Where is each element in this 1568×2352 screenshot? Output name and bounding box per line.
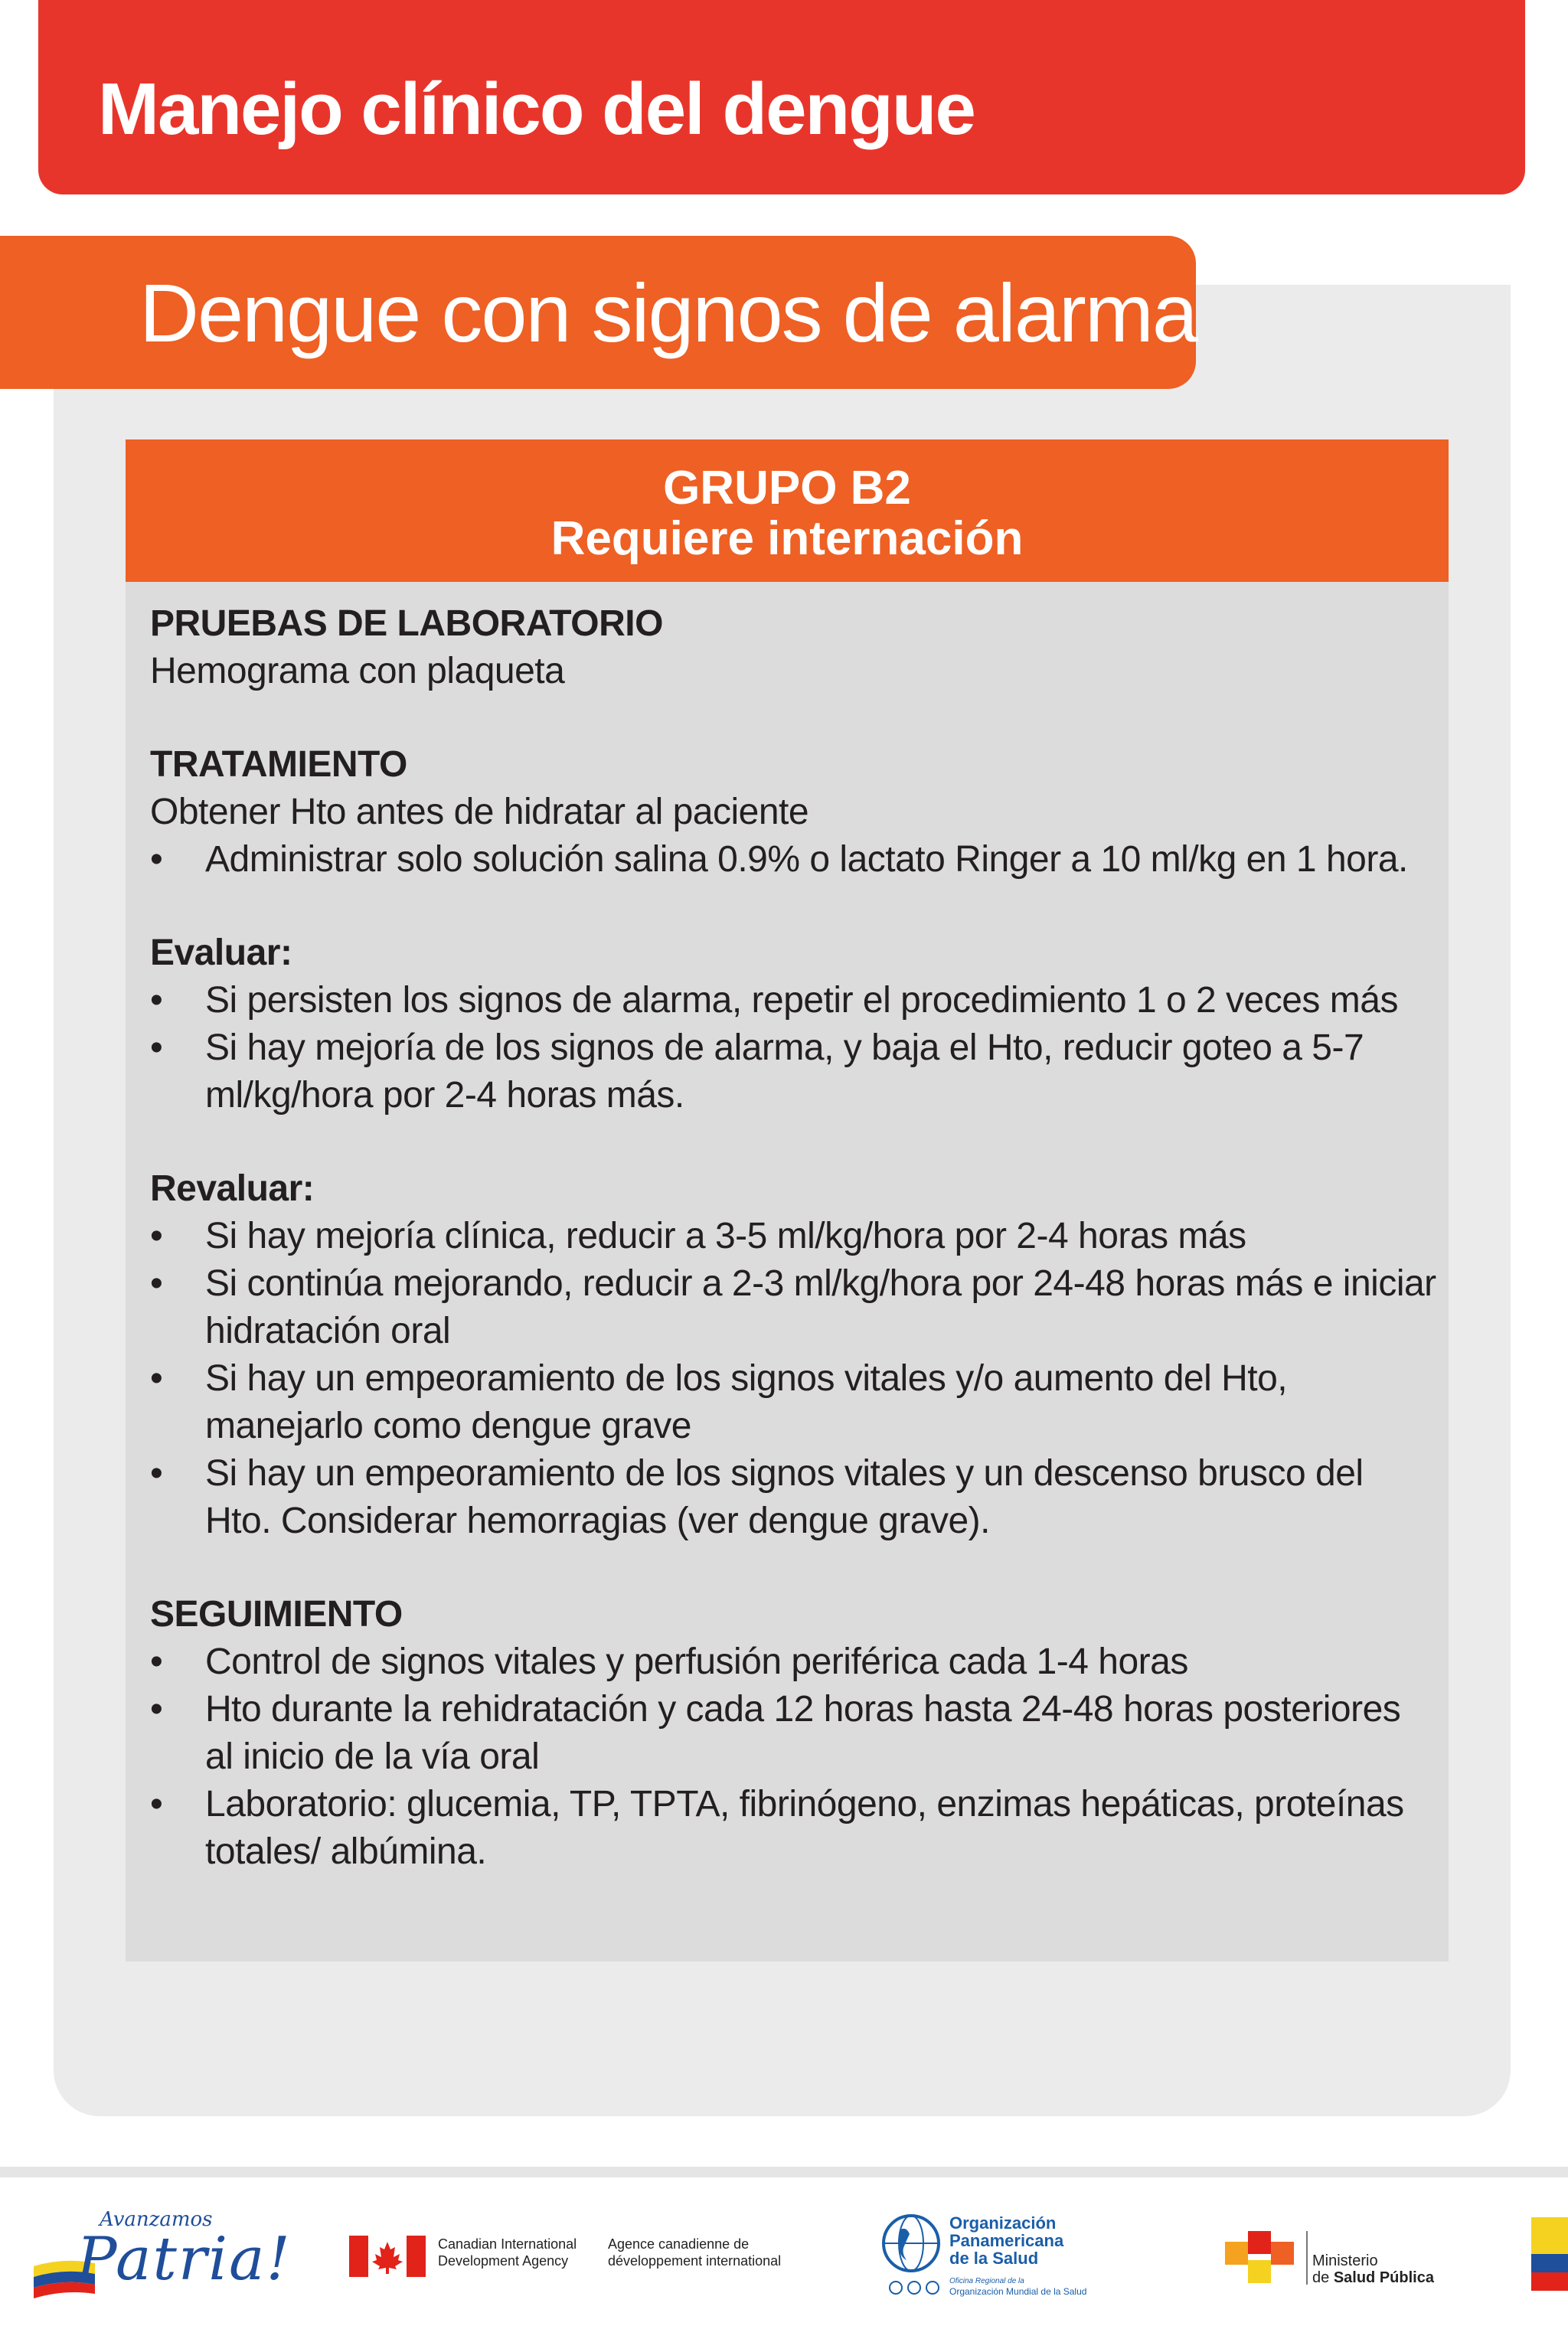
- bullet-icon: •: [150, 1263, 163, 1304]
- who-emblems-icon: [888, 2280, 943, 2295]
- treatment-list: [150, 836, 1436, 884]
- group-header: [126, 439, 1449, 582]
- list-item-text: Si hay mejoría clínica, reducir a 3-5 ml/kg/hora por 2-4 horas más: [205, 1216, 1246, 1256]
- paho-subtitle-1: Oficina Regional de la: [949, 2277, 1024, 2285]
- list-item-text: Hto durante la rehidratación y cada 12 horas hasta 24-48 horas posteriores al inicio de la vía oral: [205, 1689, 1401, 1777]
- msp-line1: Ministerio: [1312, 2252, 1378, 2269]
- bullet-icon: •: [150, 1642, 163, 1682]
- list-item-text: Si hay un empeoramiento de los signos vitales y un descenso brusco del Hto. Considerar hemorragias (ver dengue grave).: [205, 1453, 1364, 1541]
- list-item: [150, 1260, 1436, 1355]
- list-item: [150, 1024, 1436, 1119]
- lab-heading: PRUEBAS DE LABORATORIO: [150, 603, 663, 644]
- evaluate-list: [150, 977, 1436, 1119]
- msp-logo-icon: [1225, 2225, 1302, 2289]
- paho-globe-icon: [880, 2213, 942, 2274]
- footer-divider: [0, 2167, 1568, 2177]
- list-item-text: Laboratorio: glucemia, TP, TPTA, fibrinógeno, enzimas hepáticas, proteínas totales/ albúmina.: [205, 1784, 1404, 1872]
- list-item: [150, 1781, 1436, 1876]
- patria-small-text: Avanzamos: [100, 2208, 213, 2231]
- list-item: [150, 1355, 1436, 1450]
- list-item-text: Control de signos vitales y perfusión periférica cada 1-4 horas: [205, 1642, 1188, 1682]
- bullet-icon: •: [150, 1216, 163, 1256]
- list-item: [150, 836, 1436, 884]
- header-banner: [38, 0, 1525, 194]
- msp-divider: [1306, 2231, 1308, 2285]
- group-requirement: Requiere internación: [550, 512, 1024, 565]
- reevaluate-list: [150, 1213, 1436, 1545]
- bullet-icon: •: [150, 839, 163, 880]
- list-item-text: Si hay un empeoramiento de los signos vitales y/o aumento del Hto, manejarlo como dengue grave: [205, 1358, 1288, 1446]
- bullet-icon: •: [150, 980, 163, 1021]
- reevaluate-heading: Revaluar:: [150, 1168, 315, 1209]
- bullet-icon: •: [150, 1027, 163, 1068]
- list-item: [150, 1450, 1436, 1545]
- list-item-text: Administrar solo solución salina 0.9% o lactato Ringer a 10 ml/kg en 1 hora.: [205, 839, 1408, 880]
- followup-list: [150, 1638, 1436, 1876]
- paho-line3: de la Salud: [949, 2249, 1039, 2268]
- bullet-icon: •: [150, 1689, 163, 1730]
- group-card: [126, 439, 1449, 1962]
- cida-en-line1: Canadian International: [438, 2236, 577, 2252]
- ecuador-flag-icon: [1531, 2217, 1568, 2291]
- paho-line2: Panamericana: [949, 2231, 1064, 2250]
- msp-name: [1312, 2252, 1434, 2286]
- lab-text: Hemograma con plaqueta: [150, 651, 565, 691]
- list-item-text: Si persisten los signos de alarma, repetir el procedimiento 1 o 2 veces más: [205, 980, 1398, 1021]
- cida-fr-line1: Agence canadienne de: [608, 2236, 750, 2252]
- bullet-icon: •: [150, 1784, 163, 1824]
- group-label: GRUPO B2: [663, 462, 911, 514]
- cida-fr-line2: développement international: [608, 2253, 782, 2269]
- cida-english-name: [438, 2236, 577, 2269]
- section-tab: [0, 236, 1196, 389]
- cida-french-name: [608, 2236, 781, 2269]
- page-title: Manejo clínico del dengue: [98, 68, 975, 150]
- section-title: Dengue con signos de alarma: [139, 266, 1197, 359]
- card-content: [150, 600, 1436, 1876]
- msp-line2: [1312, 2269, 1434, 2286]
- list-item: [150, 1213, 1436, 1260]
- treatment-text: Obtener Hto antes de hidratar al paciente: [150, 792, 809, 832]
- followup-heading: SEGUIMIENTO: [150, 1594, 403, 1635]
- treatment-heading: TRATAMIENTO: [150, 744, 407, 785]
- list-item: [150, 1686, 1436, 1781]
- canada-flag-icon: [349, 2236, 426, 2277]
- msp-line2-prefix: de: [1312, 2269, 1334, 2286]
- msp-line2-bold: Salud Pública: [1333, 2269, 1434, 2286]
- cida-en-line2: Development Agency: [438, 2253, 569, 2269]
- patria-big-text: Patria!: [77, 2225, 292, 2294]
- paho-name: [949, 2214, 1063, 2267]
- bullet-icon: •: [150, 1358, 163, 1399]
- list-item: [150, 977, 1436, 1024]
- list-item-text: Si hay mejoría de los signos de alarma, y baja el Hto, reducir goteo a 5-7 ml/kg/hora por 2-4 horas más.: [205, 1027, 1364, 1116]
- list-item-text: Si continúa mejorando, reducir a 2-3 ml/kg/hora por 24-48 horas más e iniciar hidratación oral: [205, 1263, 1436, 1351]
- bullet-icon: •: [150, 1453, 163, 1494]
- evaluate-heading: Evaluar:: [150, 933, 292, 973]
- paho-line1: Organización: [949, 2213, 1057, 2233]
- paho-subtitle-2: Organización Mundial de la Salud: [949, 2286, 1087, 2297]
- list-item: [150, 1638, 1436, 1686]
